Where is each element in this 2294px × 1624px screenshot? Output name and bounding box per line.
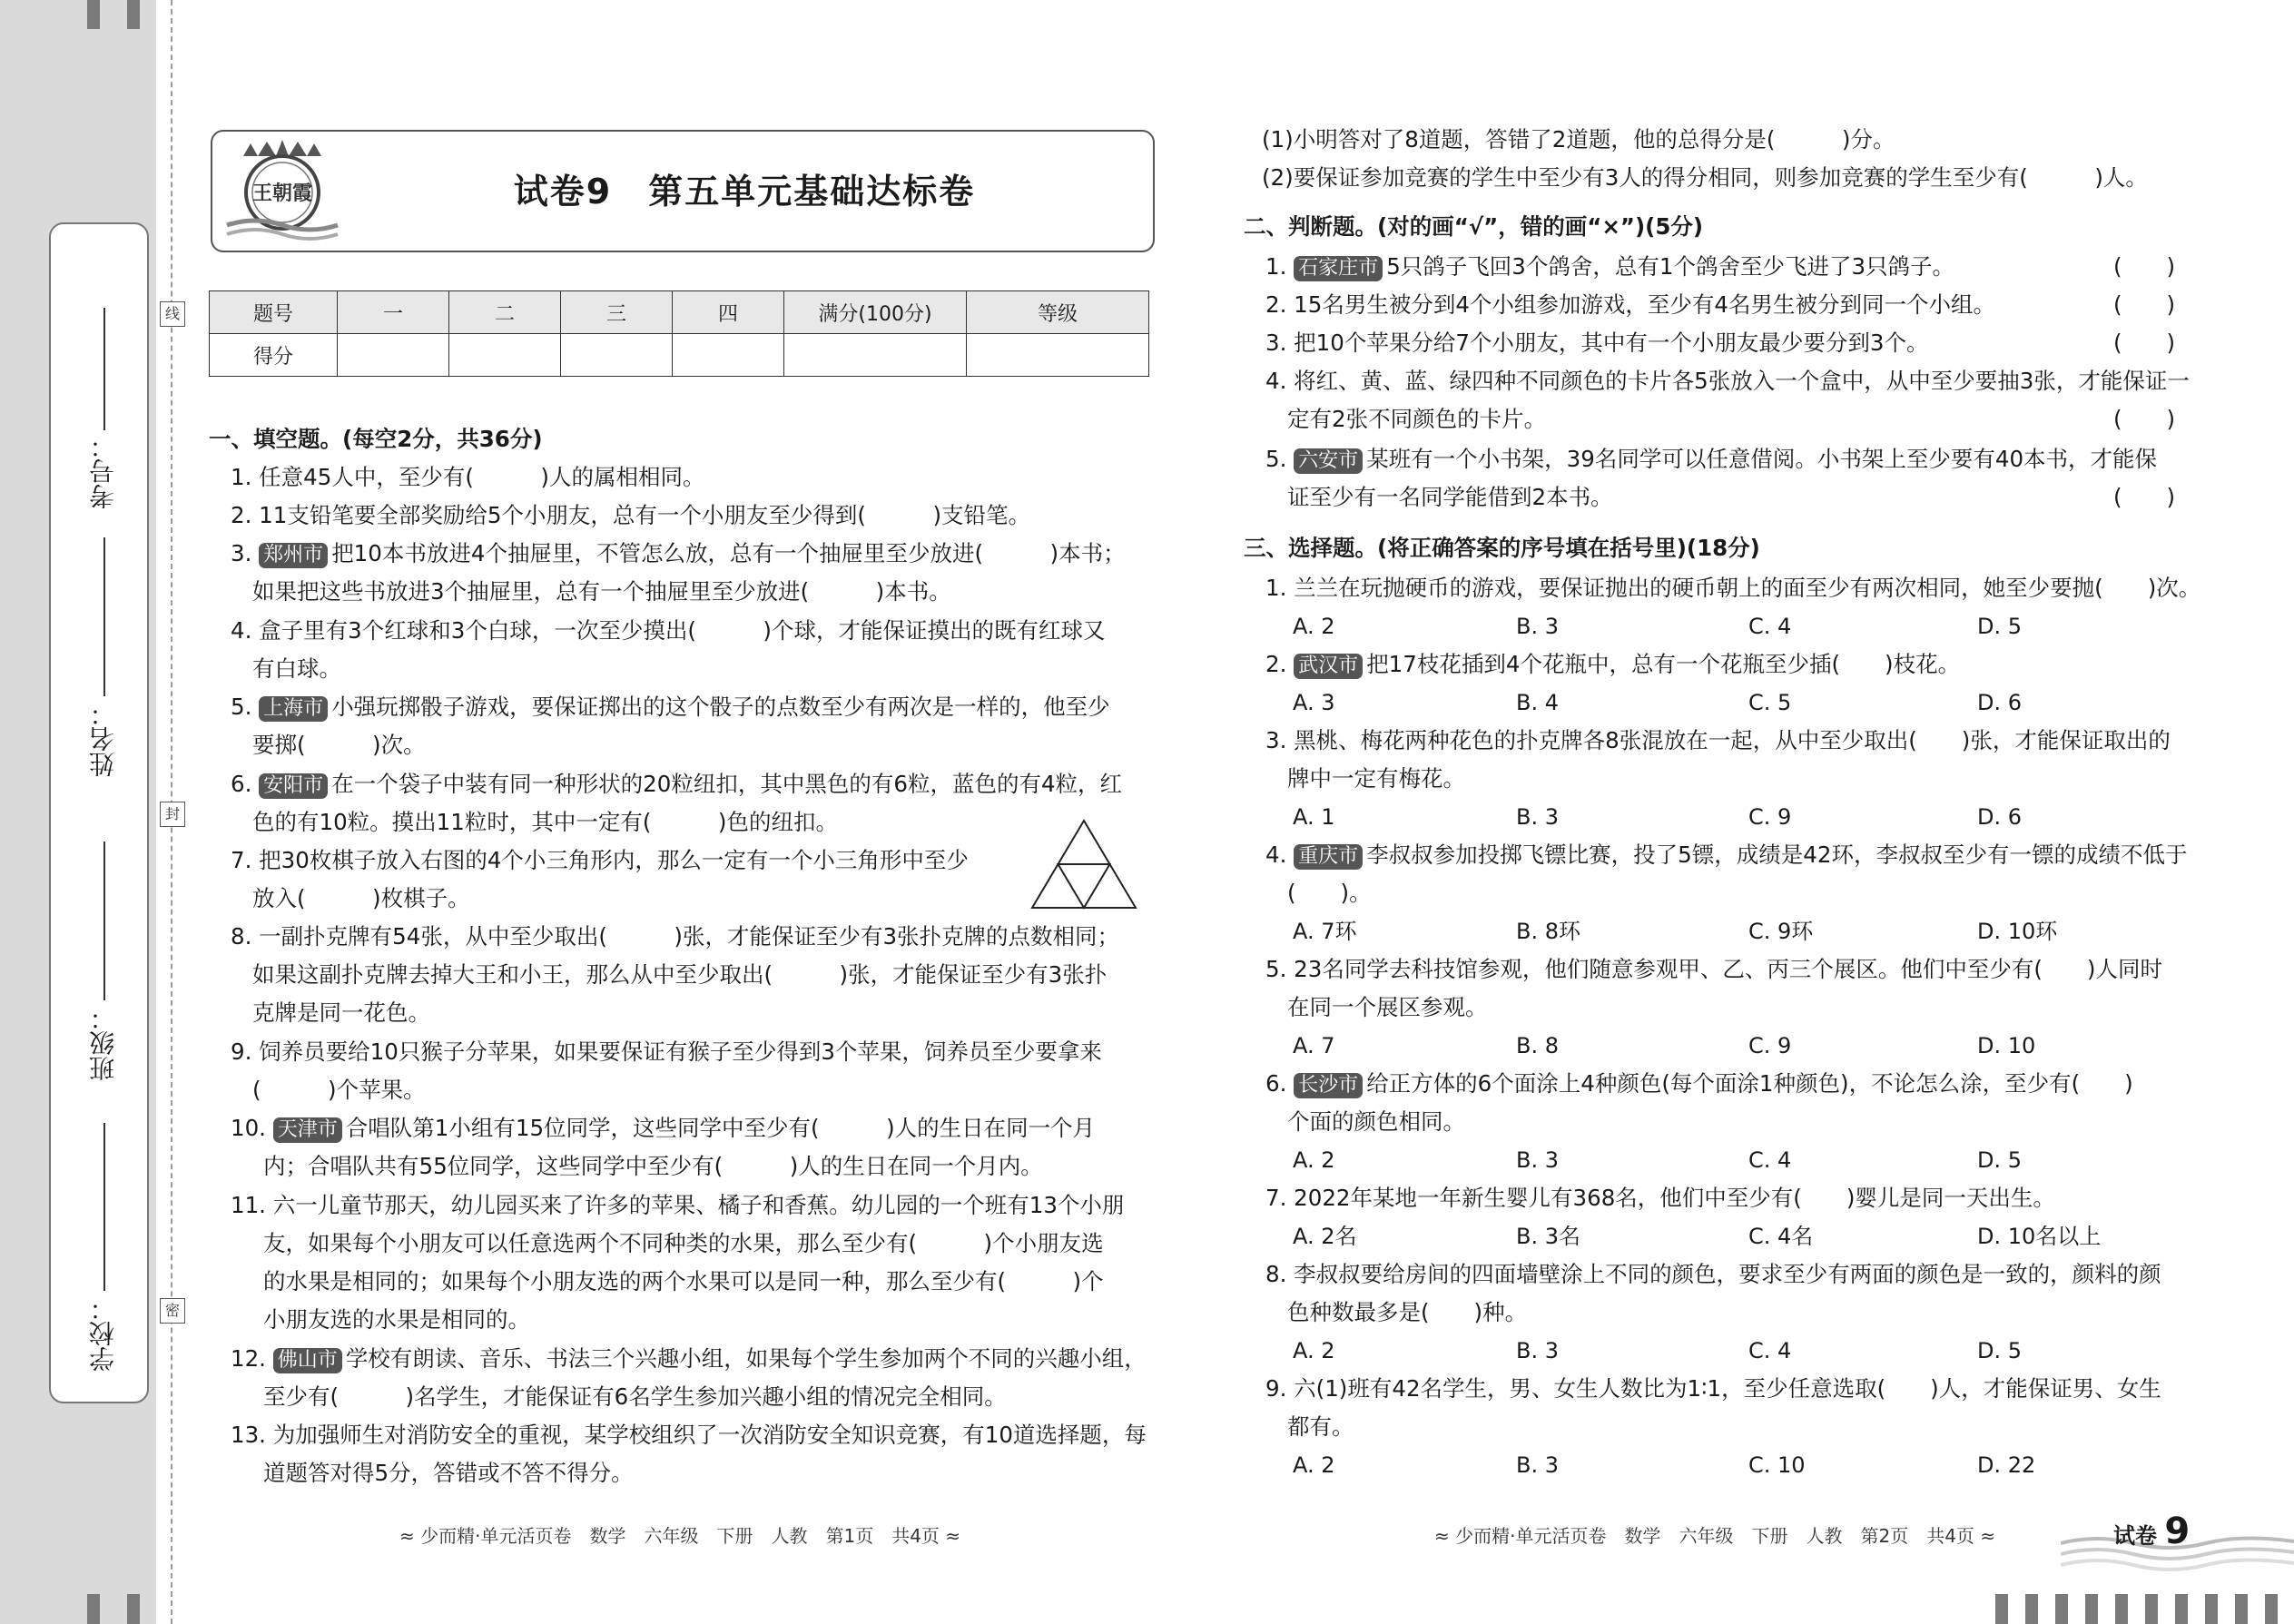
score-cell[interactable] [784,334,967,377]
question-line: 证至少有一名同学能借到2本书。 [1287,484,1613,510]
table-header-cell: 满分(100分) [784,291,967,334]
student-info-card [49,222,149,1403]
corner-bar [2055,1594,2068,1624]
choice-option[interactable]: B. 3 [1516,614,1559,639]
question-line: 如果这副扑克牌去掉大王和小王，那么从中至少取出( )张，才能保证至少有3张扑 [252,961,1108,988]
answer-bracket[interactable]: ( ) [2113,406,2176,432]
question-line: (1)小明答对了8道题，答错了2道题，他的总得分是( )分。 [1262,126,1895,153]
question-line: 个面的颜色相同。 [1287,1108,1465,1135]
corner-bar [2025,1594,2038,1624]
question-line: ( )个苹果。 [252,1077,426,1103]
seal-mark-seal: 封 [160,802,185,827]
table-header-cell: 题号 [210,291,338,334]
question-line: 要掷( )次。 [252,732,426,758]
corner-bar [2085,1594,2098,1624]
name-field[interactable] [51,506,147,787]
page-title: 试卷9 第五单元基础达标卷 [513,172,976,212]
choice-option[interactable]: B. 3 [1516,1452,1559,1478]
question-line: 一、填空题。(每空2分，共36分) [209,426,543,452]
choice-option[interactable]: B. 3名 [1516,1224,1580,1249]
footer-left: ≈ 少而精·单元活页卷 数学 六年级 下册 人教 第1页 共4页 ≈ [399,1525,961,1547]
choice-option[interactable]: D. 10名以上 [1977,1224,2102,1249]
table-header-cell: 等级 [967,291,1149,334]
question-line: 6. 安阳市 在一个袋子中装有同一种形状的20粒纽扣，其中黑色的有6粒，蓝色的有4粒，红 [231,771,1123,797]
school-label: 学校： [88,1295,118,1372]
choice-option[interactable]: D. 5 [1977,1338,2023,1363]
seal-mark-secret: 密 [160,1298,185,1324]
corner-bar [2205,1594,2218,1624]
school-line [103,1123,105,1291]
choice-option[interactable]: D. 10环 [1977,919,2058,944]
table-header-cell: 一 [338,291,449,334]
question-line: 3. 把10个苹果分给7个小朋友，其中有一个小朋友最少要分到3个。 [1265,330,1929,356]
region-tag: 重庆市 [1294,844,1363,870]
question-line: 4. 重庆市 李叔叔参加投掷飞镖比赛，投了5镖，成绩是42环，李叔叔至少有一镖的成绩不低于 [1265,842,2188,868]
choice-option[interactable]: D. 22 [1977,1452,2036,1478]
score-cell[interactable] [449,334,561,377]
question-line: 6. 长沙市 给正方体的6个面涂上4种颜色(每个面涂1种颜色)，不论怎么涂，至少有( ) [1265,1070,2133,1097]
table-header-cell: 三 [561,291,673,334]
corner-mark-bottom-left [87,1594,100,1624]
name-label: 姓名： [88,701,118,777]
region-tag: 六安市 [1294,448,1363,474]
choice-option[interactable]: C. 4名 [1748,1224,1814,1249]
corner-mark-top-left [87,0,100,29]
question-line: 牌中一定有梅花。 [1287,765,1465,792]
class-label: 班级： [88,1005,118,1081]
corner-bar [1995,1594,2008,1624]
score-cell[interactable] [561,334,673,377]
region-tag: 天津市 [273,1117,342,1143]
question-line: 3. 郑州市 把10本书放进4个抽屉里，不管怎么放，总有一个抽屉里至少放进( )本书； [231,540,1126,566]
choice-option[interactable]: A. 7环 [1293,919,1357,944]
school-field[interactable] [51,1096,147,1386]
question-line: 13. 为加强师生对消防安全的重视，某学校组织了一次消防安全知识竞赛，有10道选择题，每 [231,1422,1147,1448]
choice-option[interactable]: B. 3 [1516,804,1559,830]
page-badge [2113,1511,2190,1552]
question-line: 色的有10粒。摸出11粒时，其中一定有( )色的纽扣。 [252,809,838,835]
question-line: (2)要保证参加竞赛的学生中至少有3人的得分相同，则参加竞赛的学生至少有( )人。 [1262,164,2148,191]
question-line: 在同一个展区参观。 [1287,994,1488,1020]
score-cell[interactable] [673,334,784,377]
region-tag: 佛山市 [273,1348,342,1373]
logo-text: 王朝霞 [251,182,313,205]
question-line: 12. 佛山市 学校有朗读、音乐、书法三个兴趣小组，如果每个学生参加两个不同的兴趣小组， [231,1345,1147,1372]
page-badge-number: 9 [2164,1511,2191,1552]
region-tag: 郑州市 [259,543,328,568]
question-line: 都有。 [1287,1413,1354,1440]
class-field[interactable] [51,805,147,1087]
question-line: 二、判断题。(对的画“√”，错的画“×”)(5分) [1244,213,1704,240]
exam-number-field[interactable] [51,224,147,509]
choice-option[interactable]: D. 6 [1977,690,2023,715]
exam-number-line [103,308,105,430]
question-line: 2. 15名男生被分到4个小组参加游戏，至少有4名男生被分到同一个小组。 [1265,291,1996,318]
question-line: 2. 11支铅笔要全部奖励给5个小朋友，总有一个小朋友至少得到( )支铅笔。 [231,502,1031,528]
choice-option[interactable]: A. 3 [1293,690,1335,715]
corner-bar [2265,1594,2278,1624]
exam-number-label: 考号： [88,433,118,509]
question-line: 色种数最多是( )种。 [1287,1299,1528,1325]
question-line: 9. 六(1)班有42名学生，男、女生人数比为1∶1，至少任意选取( )人，才能保证男、女生 [1265,1375,2161,1402]
score-row-label: 得分 [210,334,338,377]
choice-option[interactable]: D. 10 [1977,1033,2036,1058]
seal-mark-line: 线 [160,301,185,327]
choice-option[interactable]: C. 4 [1748,1338,1792,1363]
question-line: 7. 2022年某地一年新生婴儿有368名，他们中至少有( )婴儿是同一天出生。 [1265,1185,2055,1211]
question-line: 7. 把30枚棋子放入右图的4个小三角形内，那么一定有一个小三角形中至少 [231,847,969,873]
question-line: 的水果是相同的；如果每个小朋友选的两个水果可以是同一种，那么至少有( )个 [263,1268,1104,1294]
footer-right: ≈ 少而精·单元活页卷 数学 六年级 下册 人教 第2页 共4页 ≈ [1434,1525,1996,1547]
corner-bar [2145,1594,2158,1624]
answer-bracket[interactable]: ( ) [2113,253,2176,280]
choice-option[interactable]: C. 9 [1748,1033,1792,1058]
question-line: 5. 23名同学去科技馆参观，他们随意参观甲、乙、丙三个展区。他们中至少有( )人同时 [1265,956,2162,982]
corner-bar [2115,1594,2128,1624]
question-line: 内；合唱队共有55位同学，这些同学中至少有( )人的生日在同一个月内。 [263,1153,1043,1179]
region-tag: 武汉市 [1294,654,1363,679]
score-cell[interactable] [967,334,1149,377]
question-line: 5. 上海市 小强玩掷骰子游戏，要保证掷出的这个骰子的点数至少有两次是一样的，他至少 [231,694,1110,720]
page-badge-label: 试卷 [2113,1523,2157,1549]
score-table [209,290,1149,377]
table-header-cell: 二 [449,291,561,334]
question-line: 友，如果每个小朋友可以任意选两个不同种类的水果，那么至少有( )个小朋友选 [263,1230,1104,1256]
question-line: 5. 六安市 某班有一个小书架，39名同学可以任意借阅。小书架上至少要有40本书，才能保 [1265,446,2158,472]
choice-option[interactable]: A. 2 [1293,1452,1335,1478]
question-line: 4. 盒子里有3个红球和3个白球，一次至少摸出( )个球，才能保证摸出的既有红球又 [231,617,1106,644]
choice-option[interactable]: A. 1 [1293,804,1335,830]
choice-option[interactable]: C. 10 [1748,1452,1806,1478]
choice-option[interactable]: C. 4 [1748,614,1792,639]
table-header-cell: 四 [673,291,784,334]
region-tag: 安阳市 [259,773,328,799]
answer-bracket[interactable]: ( ) [2113,484,2176,510]
question-line: 1. 兰兰在玩抛硬币的游戏，要保证抛出的硬币朝上的面至少有两次相同，她至少要抛( )次。 [1265,575,2201,601]
choice-option[interactable]: A. 2 [1293,1147,1335,1173]
region-tag: 上海市 [259,696,328,722]
question-line: 9. 饲养员要给10只猴子分苹果，如果要保证有猴子至少得到3个苹果，饲养员至少要拿来 [231,1038,1102,1065]
choice-option[interactable]: D. 5 [1977,1147,2023,1173]
answer-bracket[interactable]: ( ) [2113,291,2176,318]
choice-option[interactable]: D. 6 [1977,804,2023,830]
choice-option[interactable]: A. 7 [1293,1033,1335,1058]
choice-option[interactable]: B. 4 [1516,690,1559,715]
class-line [103,842,105,1000]
question-line: 4. 将红、黄、蓝、绿四种不同颜色的卡片各5张放入一个盒中，从中至少要抽3张，才能保证一 [1265,368,2190,394]
region-tag: 石家庄市 [1294,256,1383,281]
question-line: 有白球。 [252,655,341,682]
question-line: 道题答对得5分，答错或不答不得分。 [263,1460,634,1486]
question-line: 8. 一副扑克牌有54张，从中至少取出( )张，才能保证至少有3张扑克牌的点数相同； [231,923,1120,950]
region-tag: 长沙市 [1294,1073,1363,1098]
answer-bracket[interactable]: ( ) [2113,330,2176,356]
choice-option[interactable]: B. 3 [1516,1338,1559,1363]
question-line: 至少有( )名学生，才能保证有6名学生参加兴趣小组的情况完全相同。 [263,1383,1007,1410]
question-line: 1. 任意45人中，至少有( )人的属相相同。 [231,464,705,490]
triangle-figure [1030,819,1137,910]
choice-option[interactable]: B. 8环 [1516,919,1580,944]
choice-option[interactable]: C. 4 [1748,1147,1792,1173]
choice-option[interactable]: C. 5 [1748,690,1792,715]
question-line: 8. 李叔叔要给房间的四面墙壁涂上不同的颜色，要求至少有两面的颜色是一致的，颜料的颜 [1265,1261,2161,1287]
question-line: 2. 武汉市 把17枝花插到4个花瓶中，总有一个花瓶至少插( )枝花。 [1265,651,1961,677]
question-line: 如果把这些书放进3个抽屉里，总有一个抽屉里至少放进( )本书。 [252,578,951,605]
question-line: 定有2张不同颜色的卡片。 [1287,406,1547,432]
choice-option[interactable]: A. 2名 [1293,1224,1357,1249]
question-line: ( )。 [1287,880,1372,906]
question-line: 11. 六一儿童节那天，幼儿园买来了许多的苹果、橘子和香蕉。幼儿园的一个班有13个小朋 [231,1192,1125,1218]
choice-option[interactable]: C. 9 [1748,804,1792,830]
question-line: 1. 石家庄市 5只鸽子飞回3个鸽舍，总有1个鸽舍至少飞进了3只鸽子。 [1265,253,1955,280]
choice-option[interactable]: B. 3 [1516,1147,1559,1173]
question-line: 三、选择题。(将正确答案的序号填在括号里)(18分) [1244,535,1760,561]
question-line: 放入( )枚棋子。 [252,885,470,911]
score-cell[interactable] [338,334,449,377]
name-line [103,537,105,696]
choice-option[interactable]: D. 5 [1977,614,2023,639]
question-line: 小朋友选的水果是相同的。 [263,1306,530,1333]
question-line: 10. 天津市 合唱队第1小组有15位同学，这些同学中至少有( )人的生日在同一个月 [231,1115,1096,1141]
question-line: 3. 黑桃、梅花两种花色的扑克牌各8张混放在一起，从中至少取出( )张，才能保证取出的 [1265,727,2171,753]
question-line: 克牌是同一花色。 [252,999,430,1026]
choice-option[interactable]: A. 2 [1293,614,1335,639]
choice-option[interactable]: B. 8 [1516,1033,1559,1058]
corner-bar [2175,1594,2188,1624]
publisher-logo [223,136,341,243]
choice-option[interactable]: A. 2 [1293,1338,1335,1363]
choice-option[interactable]: C. 9环 [1748,919,1814,944]
corner-bar [2235,1594,2248,1624]
